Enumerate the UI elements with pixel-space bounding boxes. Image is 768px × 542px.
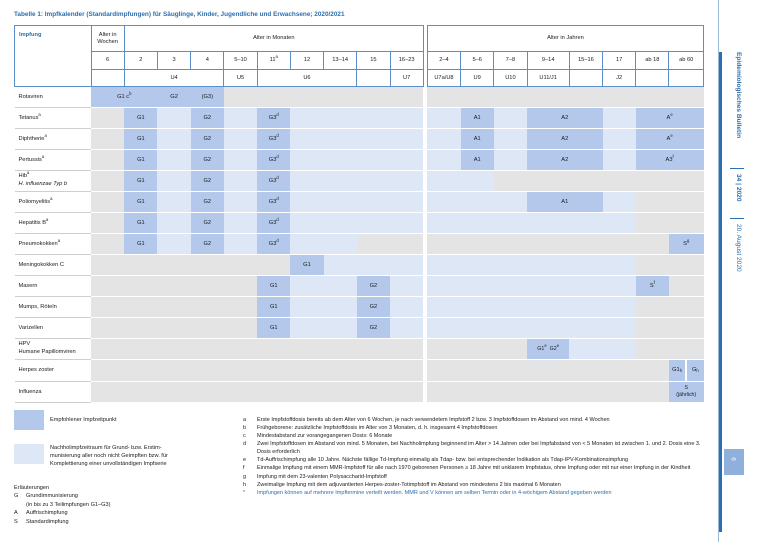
- legend-label: Nachholimpfzeitraum für Grund- bzw. Erstim- munisierung aller noch nicht Geimpften bzw. für Komplettierung einer unvollständigen Impfserie: [50, 445, 168, 468]
- header-alter-jahren: Alter in Jahren: [427, 26, 703, 52]
- cell-g1: G1: [124, 171, 157, 192]
- table-row: [15, 360, 704, 382]
- row-label: Hepatitis $B^a$: [15, 213, 92, 234]
- page-number-tab: 6: [724, 449, 744, 475]
- row-label: Tetanus$^a$: [15, 108, 92, 129]
- cell-g3: G3$^d$: [257, 234, 290, 255]
- table-row: [15, 129, 704, 150]
- row-label: Pneumokokken$^a$: [15, 234, 92, 255]
- cell-g2: G2: [157, 87, 190, 108]
- cell-g1: G1: [257, 297, 290, 318]
- row-label: Masern: [15, 276, 92, 297]
- age-6w: 6: [91, 52, 124, 70]
- cell-a1: A1: [461, 129, 494, 150]
- u-label-u10: U10: [494, 70, 527, 87]
- cell-a2: A2: [527, 108, 603, 129]
- table-row: [15, 318, 704, 339]
- issue-date: 20. August 2020: [735, 224, 742, 272]
- cell-g1: G1: [124, 213, 157, 234]
- age-7-8y: 7–8: [494, 52, 527, 70]
- footnote: g Impfung mit dem 23-valenten Polysaccharid-Impfstoff: [243, 473, 387, 480]
- row-label: Meningokokken C: [15, 255, 92, 276]
- age-5-6y: 5–6: [461, 52, 494, 70]
- footnote: d Zwei Impfstoffdosen im Abstand von mind. 5 Monaten, bei Nachholimpfung beginnend im Alter > 14 Jahren oder bei Impfabstand von < 5 Monaten ist zwischen 1. und 2. Dosis eine 3. Dosis erforderlich: [243, 441, 701, 456]
- separator: [730, 168, 744, 169]
- u-label-u7: U7: [390, 70, 423, 87]
- legend: [14, 410, 234, 478]
- header-alter-monaten: Alter in Monaten: [124, 26, 423, 52]
- cell-s: $S^g$: [669, 234, 704, 255]
- age-13-14m: 13–14: [324, 52, 357, 70]
- table-row: [15, 234, 704, 255]
- cell-g3: G3$^d$: [257, 150, 290, 171]
- age-3m: 3: [157, 52, 190, 70]
- age-9-14y: 9–14: [527, 52, 569, 70]
- footnote: f Einmalige Impfung mit einem MMR-Impfstoff für alle nach 1970 geborenen Personen ≥ 18 Jahre mit unklarem Impfstatus, ohne Impfung oder mit nur einer Impfung in der Kindheit: [243, 465, 691, 472]
- age-2-4y: 2–4: [427, 52, 460, 70]
- footnotes: [243, 416, 705, 497]
- table-row: [15, 87, 704, 108]
- footnote: b Frühgeborene: zusätzliche Impfstoffdosis im Alter von 3 Monaten, d. h. insgesamt 4 Impfstoffdosen: [243, 425, 498, 432]
- legend-label: Empfohlener Impfzeitpunkt: [50, 417, 117, 423]
- age-17y: 17: [603, 52, 636, 70]
- cell-g1: G1: [257, 318, 290, 339]
- legend-swatch-empfohlen: [14, 410, 44, 430]
- cell-g1-g2: G1e G2e: [527, 339, 569, 360]
- running-header: [722, 52, 748, 292]
- u-label-u4: U4: [124, 70, 224, 87]
- cell-g1: G1: [124, 129, 157, 150]
- age-2m: 2: [124, 52, 157, 70]
- age-16-23m: 16–23: [390, 52, 423, 70]
- abbr-item: (in bis zu 3 Teilimpfungen G1–G3): [26, 501, 111, 508]
- row-label: Diphtherie$^a$: [15, 129, 92, 150]
- abbr-item: G Grundimmunisierung: [14, 493, 78, 500]
- cell-g1: G1: [124, 150, 157, 171]
- cell-g2: G2: [191, 234, 224, 255]
- cell-g3: G3$^d$: [257, 192, 290, 213]
- cell-g2: G2: [191, 108, 224, 129]
- cell-a1: A1: [527, 192, 603, 213]
- cell-a2: A2: [527, 150, 603, 171]
- cell-a2: A2: [527, 129, 603, 150]
- footnote: e Td-Auffrischimpfung alle 10 Jahre. Nächste fällige Td-Impfung einmalig als Tdap- bzw. bei entsprechender Indikation als Tdap-IPV-Kombinationsimpfung: [243, 457, 629, 464]
- age-12m: 12: [290, 52, 323, 70]
- footnote: c Mindestabstand zur vorangegangenen Dosis: 6 Monate: [243, 433, 393, 440]
- cell-g3: G3$^d$: [257, 108, 290, 129]
- cell-g1: G1: [124, 108, 157, 129]
- cell-g2: G2: [191, 150, 224, 171]
- table-row: [15, 150, 704, 171]
- header-alter-wochen: Alter in Wochen: [91, 26, 124, 52]
- cell-g3: G3$^d$: [257, 213, 290, 234]
- cell-a1: A1: [461, 150, 494, 171]
- cell-g3-optional: (G3): [191, 87, 224, 108]
- u-label-u9: U9: [461, 70, 494, 87]
- abbreviations: [14, 484, 110, 526]
- age-4m: 4: [191, 52, 224, 70]
- row-label: Hib$^a$ H. influenzae Typ b: [15, 171, 92, 192]
- table-row: [15, 171, 704, 192]
- table-row: [15, 339, 704, 360]
- cell-g3: G3$^d$: [257, 129, 290, 150]
- age-5-10m: 5–10: [224, 52, 257, 70]
- row-label: Mumps, Röteln: [15, 297, 92, 318]
- u-label-u5: U5: [224, 70, 257, 87]
- row-label: Rotaviren: [15, 87, 92, 108]
- legend-swatch-nachhol: [14, 444, 44, 464]
- abbr-title: Erläuterungen: [14, 485, 50, 491]
- age-11m: 11$^a$: [257, 52, 290, 70]
- vaccination-table: [14, 25, 704, 403]
- row-label: HPV Humane Papillomviren: [15, 339, 92, 360]
- cell-g3: G3$^d$: [257, 171, 290, 192]
- row-label: Herpes zoster: [15, 360, 92, 382]
- footnote-star: * Impfungen können auf mehrere Impftermine verteilt werden. MMR und V können am selben Termin oder in 4-wöchigem Abstand gegeben werden: [243, 489, 612, 496]
- cell-herpes-zoster: G1 h G h: [669, 360, 704, 382]
- header-impfung: Impfung: [15, 26, 92, 52]
- u-label-u11-j1: U11/J1: [527, 70, 569, 87]
- table-row: [15, 276, 704, 297]
- cell-g2: G2: [191, 213, 224, 234]
- age-ab-18: ab 18: [636, 52, 669, 70]
- cell-g2: G2: [191, 192, 224, 213]
- u-label-u6: U6: [257, 70, 357, 87]
- cell-a: $A^e$: [636, 129, 704, 150]
- cell-g2: G2: [357, 318, 390, 339]
- row-label: Poliomyelitis$^a$: [15, 192, 92, 213]
- side-margin: [718, 0, 768, 542]
- cell-g2: G2: [191, 171, 224, 192]
- table-title: Tabelle 1: Impfkalender (Standardimpfungen) für Säuglinge, Kinder, Jugendliche und Erwachsene; 2020/2021: [14, 11, 345, 18]
- cell-g1: G1: [257, 276, 290, 297]
- table-row: [15, 213, 704, 234]
- table-row: [15, 108, 704, 129]
- row-label: Pertussis$^a$: [15, 150, 92, 171]
- abbr-item: S Standardimpfung: [14, 518, 69, 525]
- cell-a1: A1: [461, 108, 494, 129]
- abbr-item: A Auffrischimpfung: [14, 510, 68, 517]
- cell-s: $S^f$: [636, 276, 669, 297]
- u-label-u7a-u8: U7a/U8: [427, 70, 460, 87]
- u-label-j2: J2: [603, 70, 636, 87]
- footnote: a Erste Impfstoffdosis bereits ab dem Alter von 6 Wochen, je nach verwendetem Impfstoff 2 bzw. 3 Impfstoffdosen im Abstand von mind. 4 Wochen: [243, 417, 610, 423]
- table-row: [15, 192, 704, 213]
- legend-nachhol: [14, 444, 234, 474]
- cell-g1: G1 $c^b$: [91, 87, 157, 108]
- separator: [730, 218, 744, 219]
- row-label: Varizellen: [15, 318, 92, 339]
- cell-g1: G1: [124, 234, 157, 255]
- cell-g2: G2: [357, 297, 390, 318]
- legend-empfohlen: [14, 410, 234, 440]
- row-label: Influenza: [15, 382, 92, 403]
- cell-a3: A3$^f$: [636, 150, 704, 171]
- journal-name: Epidemiologisches Bulletin: [735, 52, 742, 139]
- cell-g2: G2: [357, 276, 390, 297]
- table-row: [15, 297, 704, 318]
- cell-g1: G1: [124, 192, 157, 213]
- cell-g1: G1: [290, 255, 323, 276]
- age-ab-60: ab 60: [669, 52, 704, 70]
- table-row: [15, 382, 704, 403]
- cell-s-jaehrlich: S (jährlich): [669, 382, 704, 403]
- table-row: [15, 255, 704, 276]
- footnote: h Zweimalige Impfung mit dem adjuvantierten Herpes-zoster-Totimpfstoff im Abstand von mindestens 2 bis maximal 6 Monaten: [243, 481, 561, 488]
- cell-g2: G2: [191, 129, 224, 150]
- age-15-16y: 15–16: [569, 52, 602, 70]
- cell-a: $A^e$: [636, 108, 704, 129]
- age-15m: 15: [357, 52, 390, 70]
- issue-number: 34 | 2020: [735, 174, 742, 202]
